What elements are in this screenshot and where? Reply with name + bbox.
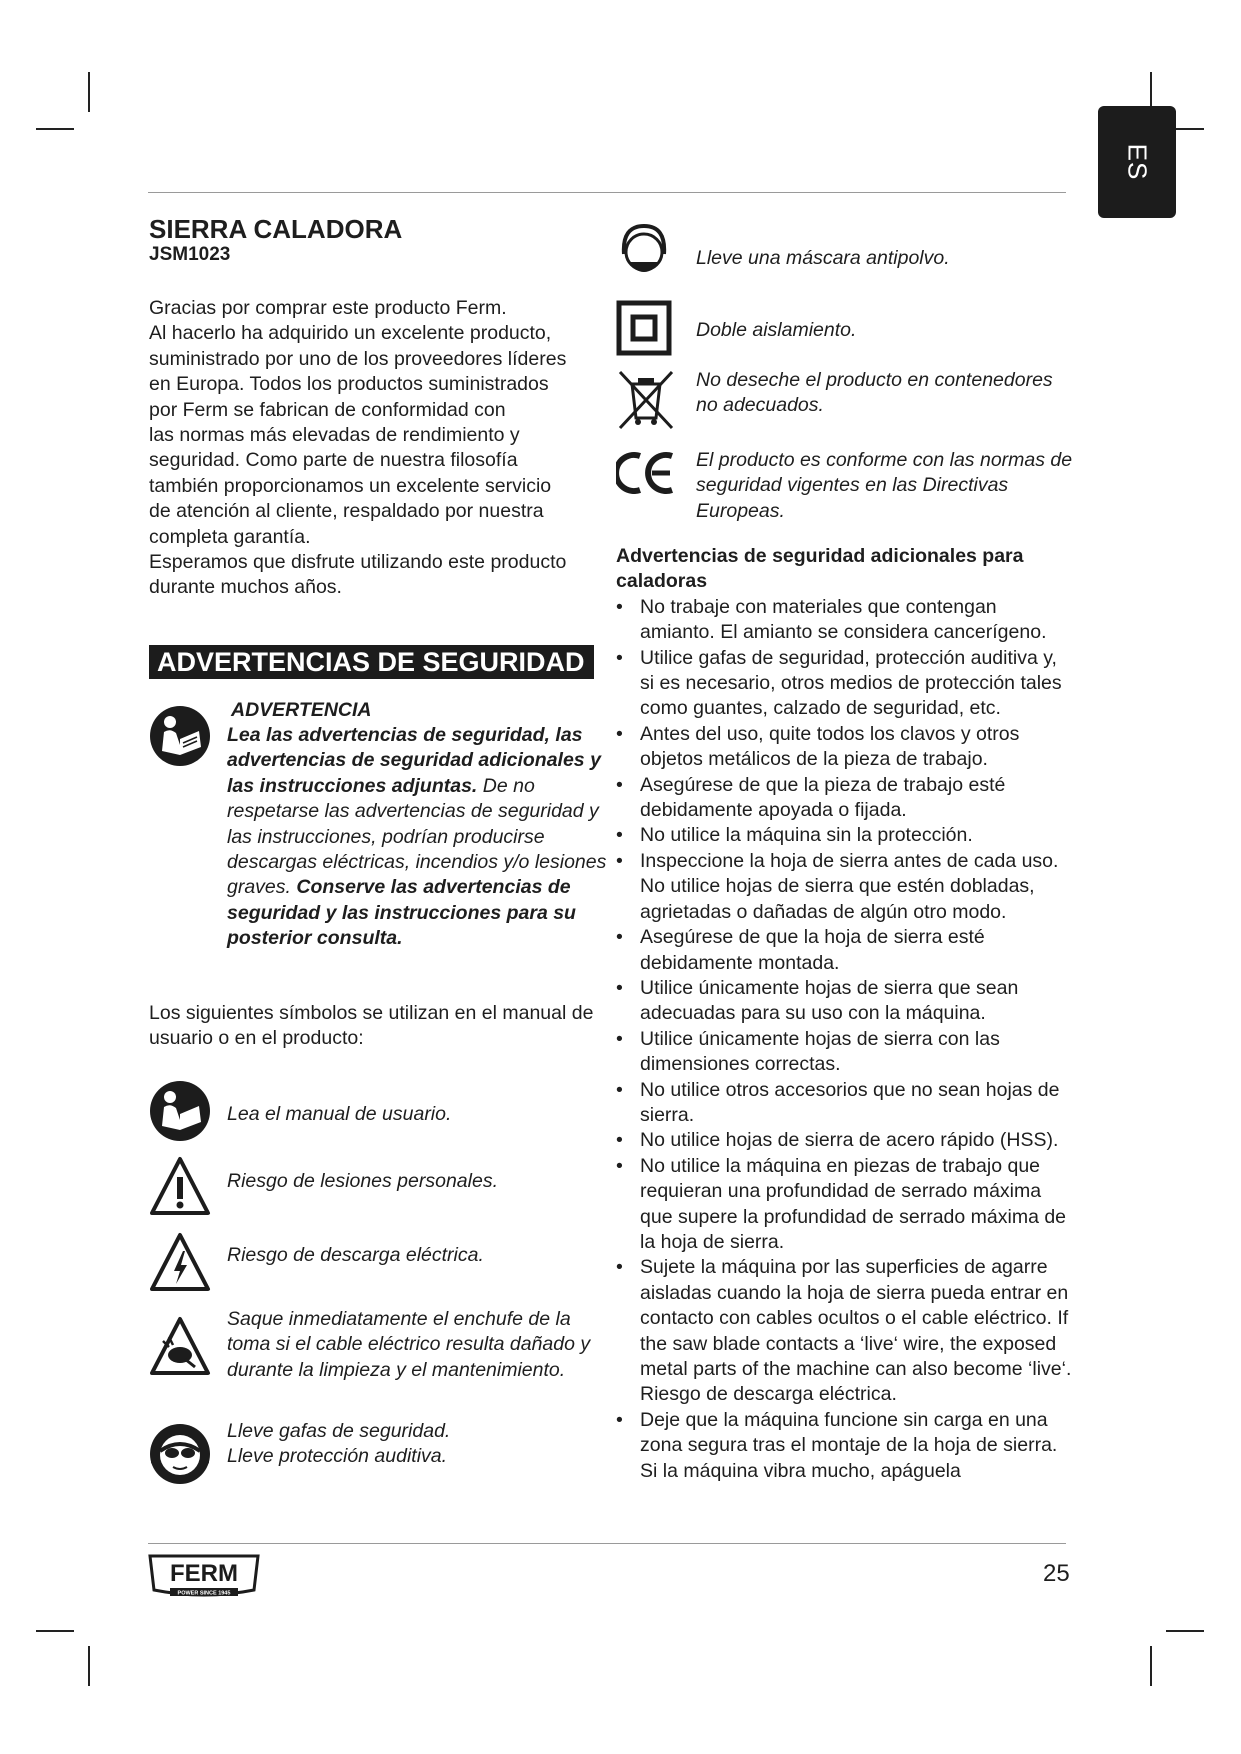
list-item: [616, 823, 1076, 848]
read-manual-icon: [149, 705, 211, 772]
symbol-row: [616, 368, 1076, 446]
logo-text: FERM: [170, 1560, 238, 1587]
product-title: SIERRA CALADORA: [149, 214, 403, 244]
intro-line: Gracias por comprar este producto Ferm.: [149, 297, 507, 319]
list-item: [616, 1154, 1076, 1256]
right-column: [616, 222, 1076, 1484]
read-manual-icon: [149, 1080, 211, 1142]
intro-line: completa garantía.: [149, 525, 311, 548]
list-item: [616, 976, 1076, 1027]
list-item-text: • Utilice gafas de seguridad, protección auditiva y, si es necesario, otros medios de protección tales como guantes, calzado de seguridad, etc.: [640, 646, 1062, 720]
ferm-logo: [148, 1552, 260, 1609]
warning-block: [149, 697, 607, 977]
warning-bold-read: Lea las advertencias de seguridad, las advertencias de seguridad adicionales y las instrucciones adjuntas.: [227, 723, 601, 797]
symbol-row: [616, 446, 1076, 544]
intro-line: suministrado por uno de los proveedores líderes: [149, 347, 567, 370]
list-item-text: • Asegúrese de que la pieza de trabajo esté debidamente apoyada o fijada.: [640, 773, 1006, 822]
warning-triangle-icon: [149, 1155, 211, 1217]
symbol-row: [149, 1417, 601, 1487]
list-item: [616, 1078, 1076, 1129]
model-number: JSM1023: [149, 244, 231, 265]
symbols-intro: Los siguientes símbolos se utilizan en el manual de usuario o en el producto:: [149, 1001, 594, 1050]
electric-shock-icon: [149, 1231, 211, 1293]
list-item-text: • Antes del uso, quite todos los clavos y otros objetos metálicos de la pieza de trabajo.: [640, 722, 1020, 771]
bottom-rule: [148, 1543, 1066, 1544]
crop-mark: [36, 1630, 74, 1632]
page-number: 25: [1043, 1560, 1070, 1587]
intro-paragraph: [149, 296, 601, 601]
crop-mark: [36, 128, 74, 130]
list-item: [616, 722, 1076, 773]
crossed-bin-icon: [616, 368, 676, 437]
crop-mark: [88, 1646, 90, 1686]
list-item-text: • Inspeccione la hoja de sierra antes de cada uso. No utilice hojas de sierra que estén dobladas, agrietadas o dañadas de algún otro modo.: [640, 849, 1059, 923]
unplug-icon: [149, 1315, 211, 1377]
intro-line: también proporcionamos un excelente servicio: [149, 474, 552, 497]
intro-line: de atención al cliente, respaldado por nuestra: [149, 500, 544, 523]
list-item-text: • Sujete la máquina por las superficies de agarre aisladas cuando la hoja de sierra pueda entrar en contacto con cables ocultos o el cable eléctrico. If the saw blade contacts a ‘live‘ wire, the exposed metal parts of the machine can also become ‘live‘. Riesgo de descarga eléctrica.: [640, 1256, 1072, 1406]
list-item-text: • No utilice otros accesorios que no sean hojas de sierra.: [640, 1078, 1060, 1126]
list-item-text: • No utilice hojas de sierra de acero rápido (HSS).: [640, 1129, 1059, 1152]
list-item-text: • Asegúrese de que la hoja de sierra esté debidamente montada.: [640, 926, 985, 974]
additional-warnings-title: Advertencias de seguridad adicionales para caladoras: [616, 545, 1024, 593]
crop-mark: [1166, 1630, 1204, 1632]
section-banner: ADVERTENCIAS DE SEGURIDAD: [149, 645, 594, 679]
list-item: [616, 925, 1076, 976]
symbol-label: Doble aislamiento.: [696, 319, 857, 341]
list-item-text: • No utilice la máquina sin la protección.: [640, 824, 973, 847]
top-rule: [148, 192, 1066, 193]
symbol-label: Lleve gafas de seguridad. Lleve protección auditiva.: [227, 1419, 451, 1468]
symbol-row: [616, 298, 1076, 368]
list-item-text: • Utilice únicamente hojas de sierra con las dimensiones correctas.: [640, 1027, 1000, 1076]
list-item: [616, 1027, 1076, 1078]
symbols-list-left: [149, 1080, 601, 1487]
intro-line: durante muchos años.: [149, 576, 342, 599]
left-column: [149, 214, 607, 1487]
ce-mark-icon: [616, 450, 676, 501]
list-item-text: • No trabaje con materiales que contengan amianto. El amianto se considera cancerígeno.: [640, 595, 1047, 644]
symbol-label: El producto es conforme con las normas de seguridad vigentes en las Directivas Europeas.: [696, 449, 1073, 522]
symbol-label: Saque inmediatamente el enchufe de la toma si el cable eléctrico resulta dañado y durante la limpieza y el mantenimiento.: [227, 1307, 591, 1381]
additional-warnings-list: [616, 595, 1076, 1484]
list-item-text: • Deje que la máquina funcione sin carga en una zona segura tras el montaje de la hoja de sierra. Si la máquina vibra mucho, apáguela: [640, 1408, 1058, 1482]
symbol-row: [149, 1307, 601, 1417]
symbol-row: [616, 222, 1076, 298]
goggles-earmuffs-icon: [149, 1423, 211, 1485]
symbol-label: Riesgo de lesiones personales.: [227, 1169, 499, 1192]
symbol-row: [149, 1231, 601, 1307]
double-insulation-icon: [616, 300, 672, 361]
warning-body: [227, 723, 607, 952]
dust-mask-icon: [616, 222, 672, 291]
symbol-row: [149, 1080, 601, 1155]
intro-line: las normas más elevadas de rendimiento y: [149, 424, 520, 447]
symbol-label: Lea el manual de usuario.: [227, 1102, 452, 1125]
list-item: [616, 1408, 1076, 1484]
list-item: [616, 595, 1076, 646]
symbol-row: [149, 1155, 601, 1231]
list-item: [616, 1128, 1076, 1153]
intro-line: Al hacerlo ha adquirido un excelente producto,: [149, 322, 552, 345]
symbol-label: Lleve una máscara antipolvo.: [696, 247, 950, 269]
crop-mark: [1150, 1646, 1152, 1686]
list-item-text: • No utilice la máquina en piezas de trabajo que requieran una profundidad de serrado máxima que supere la profundidad de serrado máxima de la hoja de sierra.: [640, 1154, 1067, 1253]
warning-heading: ADVERTENCIA: [231, 698, 372, 721]
intro-line: por Ferm se fabrican de conformidad con: [149, 398, 506, 421]
symbol-label: Riesgo de descarga eléctrica.: [227, 1243, 484, 1266]
list-item: [616, 1255, 1076, 1407]
warning-bold-keep: Conserve las advertencias de seguridad y las instrucciones para su posterior consulta.: [227, 876, 576, 950]
crop-mark: [88, 72, 90, 112]
warning-consequence: De no respetarse las advertencias de seguridad y las instrucciones, podrían producirse descargas eléctricas, incendios y/o lesiones graves.: [227, 774, 607, 899]
symbol-label: No deseche el producto en contenedores no adecuados.: [696, 369, 1053, 417]
intro-line: en Europa. Todos los productos suministrados: [149, 373, 549, 396]
intro-line: seguridad. Como parte de nuestra filosofía: [149, 449, 518, 472]
list-item: [616, 773, 1076, 824]
warning-text: [227, 697, 607, 952]
list-item: [616, 849, 1076, 925]
list-item-text: • Utilice únicamente hojas de sierra que sean adecuadas para su uso con la máquina.: [640, 976, 1019, 1025]
language-tab: [1098, 106, 1176, 218]
logo-tagline: POWER SINCE 1945: [177, 1590, 231, 1597]
intro-line: Esperamos que disfrute utilizando este producto: [149, 551, 567, 574]
list-item: [616, 646, 1076, 722]
language-code: ES: [1122, 143, 1153, 181]
